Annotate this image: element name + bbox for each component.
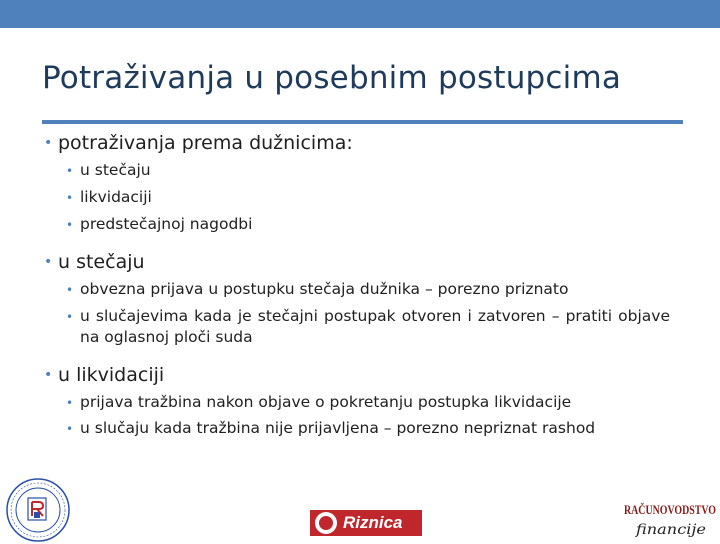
footer-logos bbox=[0, 470, 720, 540]
bullet-level1 bbox=[44, 364, 674, 386]
bullet-dot-icon: • bbox=[66, 164, 74, 178]
bullet-dot-icon: • bbox=[66, 309, 74, 324]
bullet-dot-icon: • bbox=[44, 135, 53, 151]
bullet-dot-icon: • bbox=[66, 190, 74, 205]
racunovodstvo-logo-text: RAČUNOVODSTVO bbox=[624, 502, 716, 517]
financije-logo-text: financije bbox=[634, 522, 706, 538]
list-item: u slučaju kada tražbina nije prijavljena – porezno nepriznat rashod bbox=[80, 419, 596, 438]
top-accent-bar bbox=[0, 0, 720, 28]
title-underline bbox=[42, 120, 683, 124]
riznica-logo-text: Riznica bbox=[343, 513, 403, 532]
section-heading: u likvidaciji bbox=[58, 363, 165, 386]
list-item: prijava tražbina nakon objave o pokretanju postupka likvidacije bbox=[80, 392, 572, 411]
list-item: u slučajevima kada je stečajni postupak otvoren i zatvoren – pratiti objave na oglasnoj ploči suda bbox=[80, 306, 670, 346]
bullet-level2 bbox=[66, 214, 674, 235]
bullet-dot-icon: • bbox=[66, 282, 74, 297]
bullet-level1 bbox=[44, 132, 674, 154]
bullet-dot-icon: • bbox=[44, 253, 53, 270]
list-item: predstečajnoj nagodbi bbox=[80, 214, 253, 233]
bullet-dot-icon: • bbox=[44, 366, 53, 383]
bullet-level2 bbox=[66, 279, 674, 300]
bullet-dot-icon: • bbox=[66, 217, 74, 232]
slide-content bbox=[44, 132, 674, 439]
bullet-level2 bbox=[66, 418, 674, 439]
racunovodstvo-logo bbox=[622, 494, 718, 542]
bullet-level2 bbox=[66, 306, 674, 348]
riznica-logo bbox=[310, 510, 422, 536]
bullet-dot-icon: • bbox=[66, 395, 74, 410]
bullet-level2 bbox=[66, 187, 674, 208]
list-item: likvidaciji bbox=[80, 187, 152, 206]
riznica-emblem-icon bbox=[315, 512, 337, 534]
list-item: obvezna prijava u postupku stečaja dužnika – porezno priznato bbox=[80, 279, 569, 298]
section-heading: potraživanja prema dužnicima: bbox=[58, 132, 353, 154]
bullet-dot-icon: • bbox=[66, 422, 74, 437]
bullet-level2 bbox=[66, 392, 674, 413]
list-item: u stečaju bbox=[80, 161, 151, 179]
seal-logo-icon bbox=[4, 476, 72, 544]
bullet-level2 bbox=[66, 160, 674, 181]
section-heading: u stečaju bbox=[58, 250, 145, 273]
bullet-level1 bbox=[44, 251, 674, 273]
slide-title: Potraživanja u posebnim postupcima bbox=[42, 60, 622, 96]
